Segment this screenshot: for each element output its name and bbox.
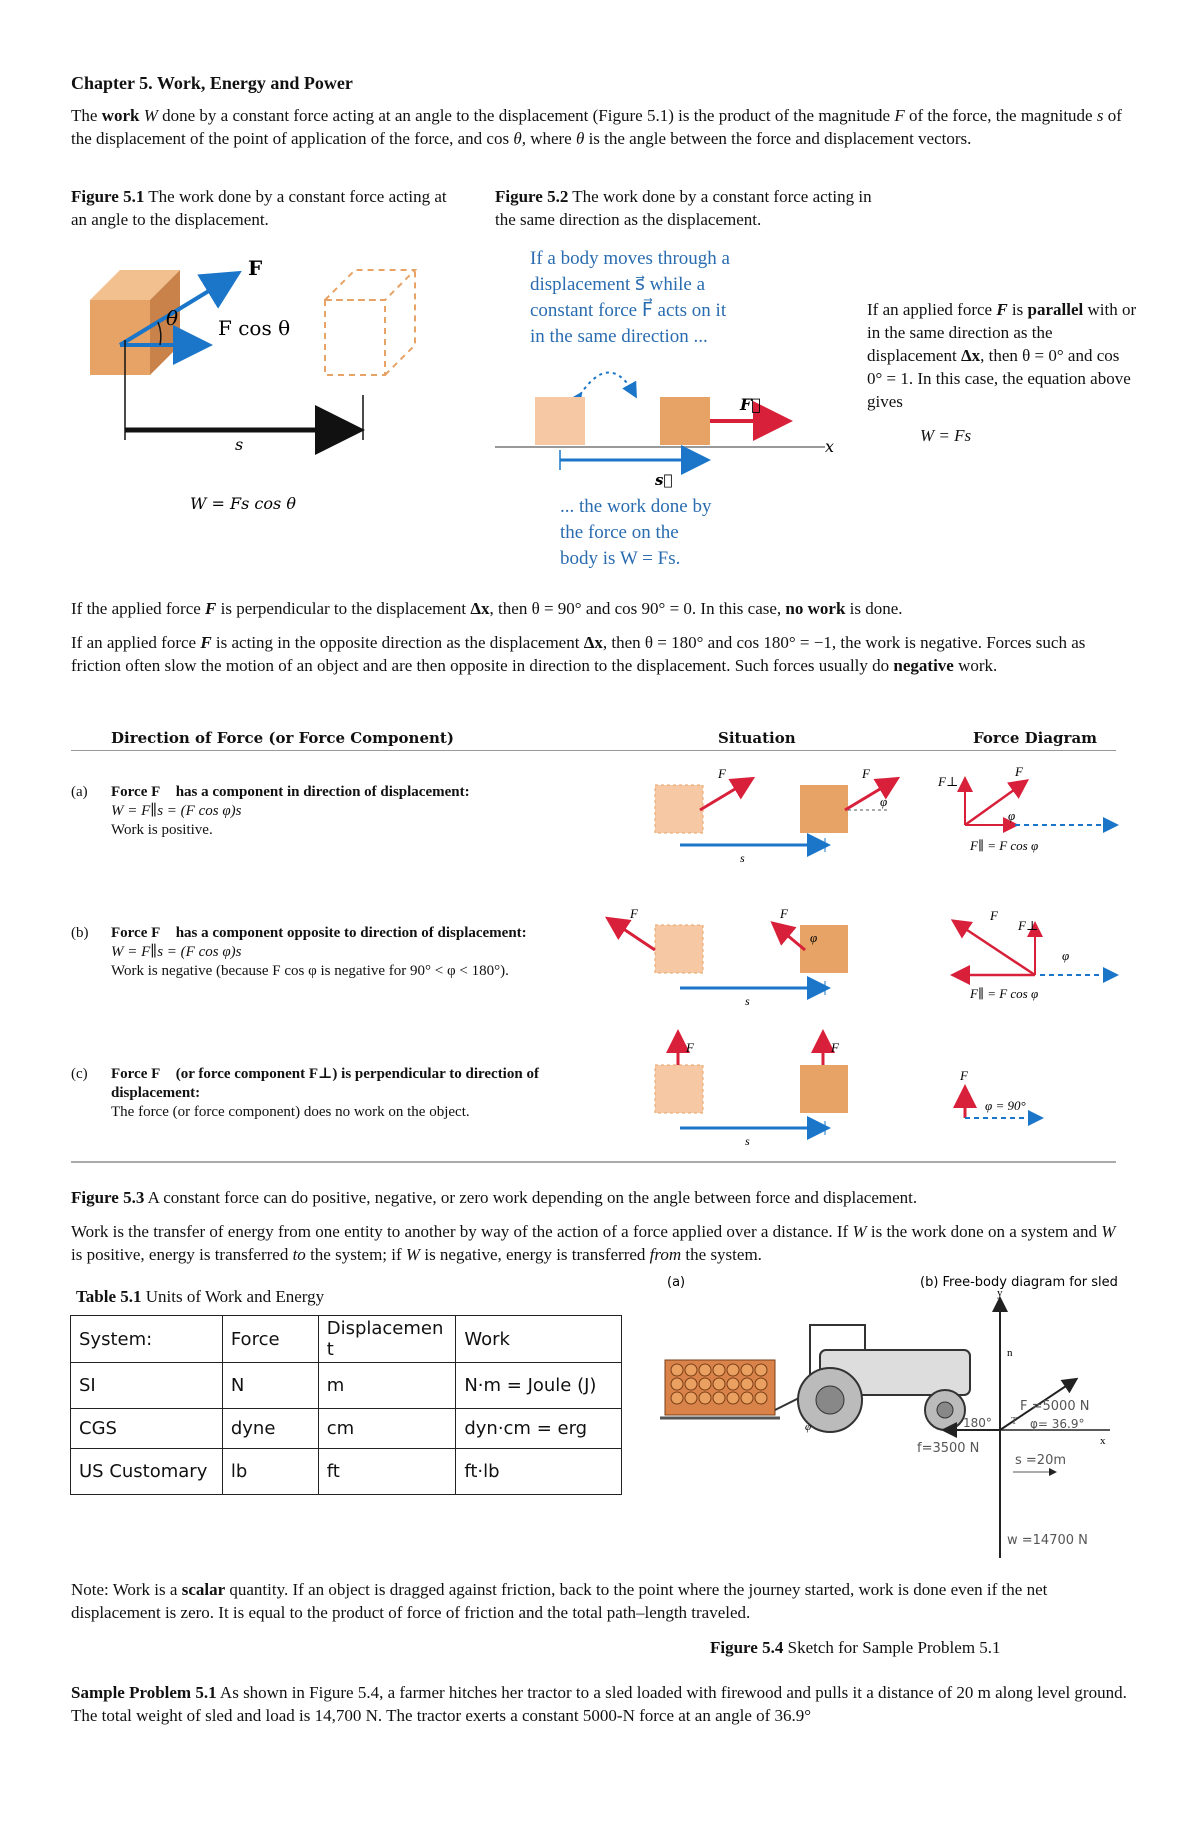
fig53-row-a-text: (a) Force F⃗ has a component in direction of displacement: W = F∥s = (F cos φ)s Work is positive.: [71, 784, 470, 838]
row-a-diagram-F: F⃗: [1015, 764, 1034, 779]
table51-caption: Table 5.1 Units of Work and Energy: [76, 1287, 325, 1306]
fig52-F-label: F⃗: [740, 395, 761, 414]
fig53-row-c-text: (c) Force F⃗ (or force component F⊥) is perpendicular to direction of displacement: The force (or force component) does no work on the object.: [71, 1066, 539, 1120]
table-header-cell: Work: [456, 1316, 622, 1363]
row-c-diagram-eq: φ = 90°: [985, 1098, 1026, 1113]
fig51-dashed-box: [325, 270, 415, 375]
fig54-caption: Figure 5.4 Sketch for Sample Problem 5.1: [710, 1638, 1001, 1657]
fig54-diagram: [655, 1270, 1125, 1560]
fig51-equation: W = Fs cos θ: [190, 494, 296, 513]
fig54-180: 180°: [963, 1416, 992, 1430]
table-row: [71, 1409, 622, 1449]
fig53-row-c-graphics: [600, 1020, 1120, 1150]
fig52-s-label: s⃗: [655, 471, 673, 489]
row-b-situation-F2: F⃗: [780, 906, 799, 921]
note-paragraph: Note: Work is a scalar quantity. If an object is dragged against friction, back to the point where the journey started, work is done even if the net displacement is zero. It is equal to the product of force of friction and the total path–length traveled.: [71, 1580, 1048, 1622]
table-header-cell: Force: [222, 1316, 318, 1363]
fig51-s-label: s: [235, 435, 244, 454]
fig53-header-situation: Situation: [718, 729, 796, 747]
row-b-diagram-F: F⃗: [990, 908, 1009, 923]
fig52-diagram: [495, 355, 835, 495]
fig51-fcos-label: F cos θ: [218, 316, 291, 340]
row-a-situation-phi: φ: [880, 794, 888, 809]
table-cell: SI: [71, 1363, 223, 1409]
table-cell: ft·lb: [456, 1449, 622, 1495]
table-cell: dyn·cm = erg: [456, 1409, 622, 1449]
perpendicular-paragraph: If the applied force F is perpendicular to the displacement Δx, then θ = 90° and cos 90° = 0. In this case, no work is done.: [71, 599, 903, 618]
fig53-bottom-rule: [71, 1161, 1116, 1163]
row-c-situation-F1: F⃗: [686, 1040, 705, 1055]
fig54-F-label: F =5000 N: [1020, 1399, 1090, 1414]
parallel-sidebar: If an applied force F is parallel with or in the same direction as the displacement Δx, then θ = 0° and cos 0° = 1. In this case, the equation above gives: [867, 300, 1137, 411]
opposite-paragraph: If an applied force F is acting in the opposite direction as the displacement Δx, then θ = 180° and cos 180° = −1, the work is negative. Forces such as friction often slow the motion of an object and are then opposite in direction to the displacement. Such forces usually do negative work.: [71, 633, 1086, 675]
row-a-diagram-eq: F∥ = F cos φ: [970, 838, 1039, 853]
fig54-f-label: f=3500 N: [917, 1441, 980, 1456]
row-c-situation-s: s⃗: [745, 1134, 760, 1148]
row-b-situation-phi: φ: [810, 930, 818, 945]
row-b-situation-F1: F⃗: [630, 906, 649, 921]
table-cell: ft: [318, 1449, 456, 1495]
fig54-x: x: [1100, 1435, 1106, 1447]
sled-firewood: [660, 1360, 780, 1418]
row-c-situation-F2: F⃗: [831, 1040, 850, 1055]
fig51-box-front: [90, 300, 150, 375]
row-b-situation-s: s⃗: [745, 994, 760, 1008]
transfer-paragraph: Work is the transfer of energy from one entity to another by way of the action of a force applied over a distance. If W is the work done on a system and W is positive, energy is transferred to the system; if W is negative, energy is transferred from the system.: [71, 1222, 1116, 1264]
table-cell: N: [222, 1363, 318, 1409]
table-cell: CGS: [71, 1409, 223, 1449]
table-cell: US Customary: [71, 1449, 223, 1495]
fig52-caption: Figure 5.2 The work done by a constant force acting in the same direction as the displacement.: [495, 187, 872, 229]
table-header-cell: System:: [71, 1316, 223, 1363]
row-b-diagram-phi: φ: [1062, 948, 1070, 963]
table-cell: cm: [318, 1409, 456, 1449]
row-b-diagram-perp: F⊥: [1018, 918, 1039, 933]
fig54-T: T: [1011, 1416, 1018, 1427]
fig53-caption: Figure 5.3 A constant force can do positive, negative, or zero work depending on the angle between force and displacement.: [71, 1188, 918, 1207]
table-row: [71, 1363, 622, 1409]
fig54-phi-angle: φ= 36.9°: [1030, 1417, 1085, 1431]
row-a-diagram-phi: φ: [1008, 808, 1016, 823]
fig52-blue-top: If a body moves through a displacement s⃗ while a constant force F⃗ acts on it in the same direction ...: [530, 248, 730, 347]
fig52-x-label: x: [825, 437, 835, 456]
fig51-diagram: [80, 245, 430, 525]
intro-paragraph: The work W done by a constant force acting at an angle to the displacement (Figure 5.1) is the product of the magnitude F of the force, the magnitude s of the displacement of the point of application of the force, and cos θ, where θ is the angle between the force and displacement vectors.: [71, 106, 1122, 148]
fig53-header-diagram: Force Diagram: [973, 729, 1098, 747]
tractor: [775, 1325, 970, 1432]
fig54-y: y: [997, 1287, 1003, 1299]
row-a-situation-F1: F⃗: [718, 766, 737, 781]
fig52-end-box: [660, 397, 710, 445]
fig54-phi-label: φ: [805, 1421, 812, 1433]
row-a-situation-F2: F⃗: [862, 766, 881, 781]
fig51-F-label: F: [248, 256, 263, 280]
fig53-header-direction: Direction of Force (or Force Component): [111, 729, 454, 747]
row-c-diagram-F: F⃗: [960, 1068, 979, 1083]
fig54-n: n: [1007, 1347, 1013, 1359]
row-a-diagram-perp: F⊥: [938, 774, 959, 789]
chapter-title: Chapter 5. Work, Energy and Power: [71, 73, 353, 93]
fig53-row-b-text: (b) Force F⃗ has a component opposite to direction of displacement: W = F∥s = (F cos φ)s Work is negative (because F cos φ is negative for 90° < φ < 180°).: [71, 925, 527, 979]
fig54-w-label: w =14700 N: [1007, 1533, 1088, 1548]
row-a-situation-s: s⃗: [740, 851, 755, 865]
table-row: [71, 1449, 622, 1495]
fig53-header-rule: [71, 750, 1116, 751]
fig51-caption: Figure 5.1 The work done by a constant force acting at an angle to the displacement.: [71, 187, 447, 229]
fig52-start-box: [535, 397, 585, 445]
table-cell: N·m = Joule (J): [456, 1363, 622, 1409]
table-cell: dyne: [222, 1409, 318, 1449]
fig54-s-label: s =20m: [1015, 1453, 1067, 1468]
table-header-cell: Displacement: [318, 1316, 456, 1363]
fig53-row-a-graphics: [600, 760, 1120, 880]
table-header-row: [71, 1316, 622, 1363]
table-cell: m: [318, 1363, 456, 1409]
sample-problem: Sample Problem 5.1 As shown in Figure 5.4, a farmer hitches her tractor to a sled loaded with firewood and pulls it a distance of 20 m along level ground. The total weight of sled and load is 14,700 N. The tractor exerts a constant 5000-N force at an angle of 36.9°: [71, 1683, 1127, 1725]
fig53-row-b-graphics: [600, 900, 1120, 1020]
units-table: [70, 1315, 622, 1495]
fig54-label-a: (a): [667, 1275, 686, 1290]
fig54-label-b: (b) Free-body diagram for sled: [920, 1275, 1118, 1290]
fig51-theta-label: θ: [166, 306, 179, 330]
row-b-diagram-eq: F∥ = F cos φ: [970, 986, 1039, 1001]
table-cell: lb: [222, 1449, 318, 1495]
parallel-equation: W = Fs: [920, 426, 972, 445]
fig52-blue-bottom: ... the work done by the force on the body is W = Fs.: [560, 496, 712, 569]
